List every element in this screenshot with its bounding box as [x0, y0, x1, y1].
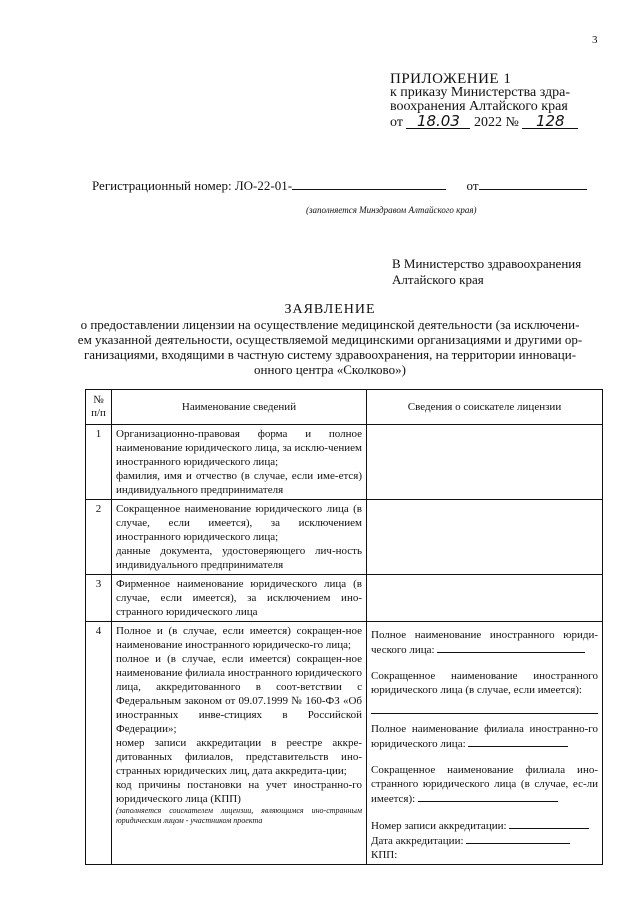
field-label: КПП: [371, 849, 398, 861]
header-name: Наименование сведений [112, 390, 367, 425]
row-number: 4 [86, 622, 112, 865]
row-name-text: полное и (в случае, если имеется) сокращен-ное наименование филиала иностранного юридического лица, аккредитованного в соот-ветствии с Федеральным законом от 09.07.1999 № 160-ФЗ «Об иностранных инве-стициях в Российской Федерации»; [116, 653, 362, 735]
row-info-cell [367, 622, 603, 865]
appendix-line-2: воохранения Алтайского края [390, 99, 568, 114]
registration-label: Регистрационный номер: ЛО-22-01- [92, 178, 293, 193]
appendix-date-prefix: от [390, 115, 403, 130]
row-info-cell[interactable] [367, 425, 603, 500]
registration-line [92, 178, 587, 194]
appendix-year: 2022 № [473, 115, 519, 130]
header-number-sign: № [93, 394, 104, 406]
field-label: Полное наименование филиала иностранно-го юридического лица: [371, 723, 598, 750]
heading-line-3: ганизациями, входящими в частную систему здравоохранения, на территории инноваци- [83, 347, 577, 362]
row-name-text: фамилия, имя и отчество (в случае, если име-ется) индивидуального предпринимателя [116, 470, 362, 496]
addressee [392, 256, 581, 288]
field-label: Сокращенное наименование филиала ино-странного юридического лица (в случае, ес-ли имеется): [371, 764, 598, 805]
field-label: Сокращенное наименование иностранного юридического лица (в случае, если имеется): [371, 670, 598, 696]
foreign-short-name-field[interactable] [371, 669, 598, 697]
row-info-cell[interactable] [367, 575, 603, 622]
row-info-cell[interactable] [367, 500, 603, 575]
row-name-cell [112, 575, 367, 622]
row-name-text: код причины постановки на учет иностранно-го юридического лица (КПП) [116, 779, 362, 805]
field-blank[interactable] [468, 736, 568, 747]
appendix-date-handwritten: 18.03 [406, 114, 470, 129]
row-name-cell [112, 500, 367, 575]
row-name-text: Полное и (в случае, если имеется) сокращен-ное наименование иностранного юридическо-го лица; [116, 625, 362, 651]
header-info: Сведения о соискателе лицензии [367, 390, 603, 425]
appendix-line-1: к приказу Министерства здра- [390, 85, 571, 100]
addressee-line-2: Алтайского края [392, 272, 484, 287]
row-name-cell [112, 425, 367, 500]
heading-line-1: о предоставлении лицензии на осуществление медицинской деятельности (за исключени- [80, 317, 580, 332]
kpp-field[interactable] [371, 848, 598, 862]
row-name-text: Фирменное наименование юридического лица (в случае, если имеется), за исключением ино-странного юридического лица [116, 578, 362, 618]
appendix-block [390, 72, 578, 130]
field-label: Полное наименование иностранного юриди-ческого лица: [371, 629, 598, 656]
table-row [86, 622, 603, 865]
row-name-text: Организационно-правовая форма и полное наименование юридического лица, за исклю-чением иностранного юридического лица; [116, 428, 362, 468]
table-header-row [86, 390, 603, 425]
registration-from-label: от [466, 178, 479, 193]
field-label: Дата аккредитации: [371, 835, 464, 847]
row-name-text: данные документа, удостоверяющего лич-ность индивидуального предпринимателя [116, 545, 362, 571]
table-row [86, 500, 603, 575]
branch-short-name-field[interactable] [371, 763, 598, 806]
appendix-date-line [390, 114, 578, 130]
accreditation-number-field[interactable] [371, 818, 598, 833]
heading-line-4: онного центра «Сколково») [254, 362, 406, 377]
row-name-text: Сокращенное наименование юридического лица (в случае, если имеется), за исключением иностранного юридического лица; [116, 503, 362, 543]
application-title: ЗАЯВЛЕНИЕ [284, 302, 376, 317]
registration-date-blank [479, 179, 587, 190]
registration-number-blank [292, 179, 446, 190]
table-row [86, 575, 603, 622]
appendix-title: ПРИЛОЖЕНИЕ 1 [390, 71, 512, 87]
field-blank[interactable] [418, 791, 558, 802]
field-label: Номер записи аккредитации: [371, 820, 507, 832]
field-blank[interactable] [371, 701, 598, 714]
accreditation-date-field[interactable] [371, 833, 598, 848]
heading-line-2: ем указанной деятельности, осуществляемой медицинскими организациями и другими ор- [77, 332, 583, 347]
row-number: 3 [86, 575, 112, 622]
appendix-number-handwritten: 128 [522, 114, 578, 129]
page-number: 3 [592, 34, 598, 46]
table-row [86, 425, 603, 500]
header-number [86, 390, 112, 425]
application-table [85, 389, 603, 865]
application-heading [70, 302, 590, 377]
row-name-cell [112, 622, 367, 865]
field-blank[interactable] [437, 642, 585, 653]
addressee-line-1: В Министерство здравоохранения [392, 256, 582, 271]
field-blank[interactable] [466, 833, 570, 844]
branch-full-name-field[interactable] [371, 722, 598, 751]
row-number: 1 [86, 425, 112, 500]
row-number: 2 [86, 500, 112, 575]
registration-note: (заполняется Минздравом Алтайского края) [306, 205, 477, 215]
foreign-full-name-field[interactable] [371, 628, 598, 657]
row-name-note: (заполняется соискателем лицензии, являющимся ино-странным юридическим лицом - участником проекта [116, 806, 362, 825]
header-number-pp: п/п [91, 407, 106, 419]
field-blank[interactable] [509, 818, 589, 829]
row-name-text: номер записи аккредитации в реестре аккре-дитованных филиалов, представительств ино-странных юридических лиц, дата аккредита-ции; [116, 737, 362, 777]
